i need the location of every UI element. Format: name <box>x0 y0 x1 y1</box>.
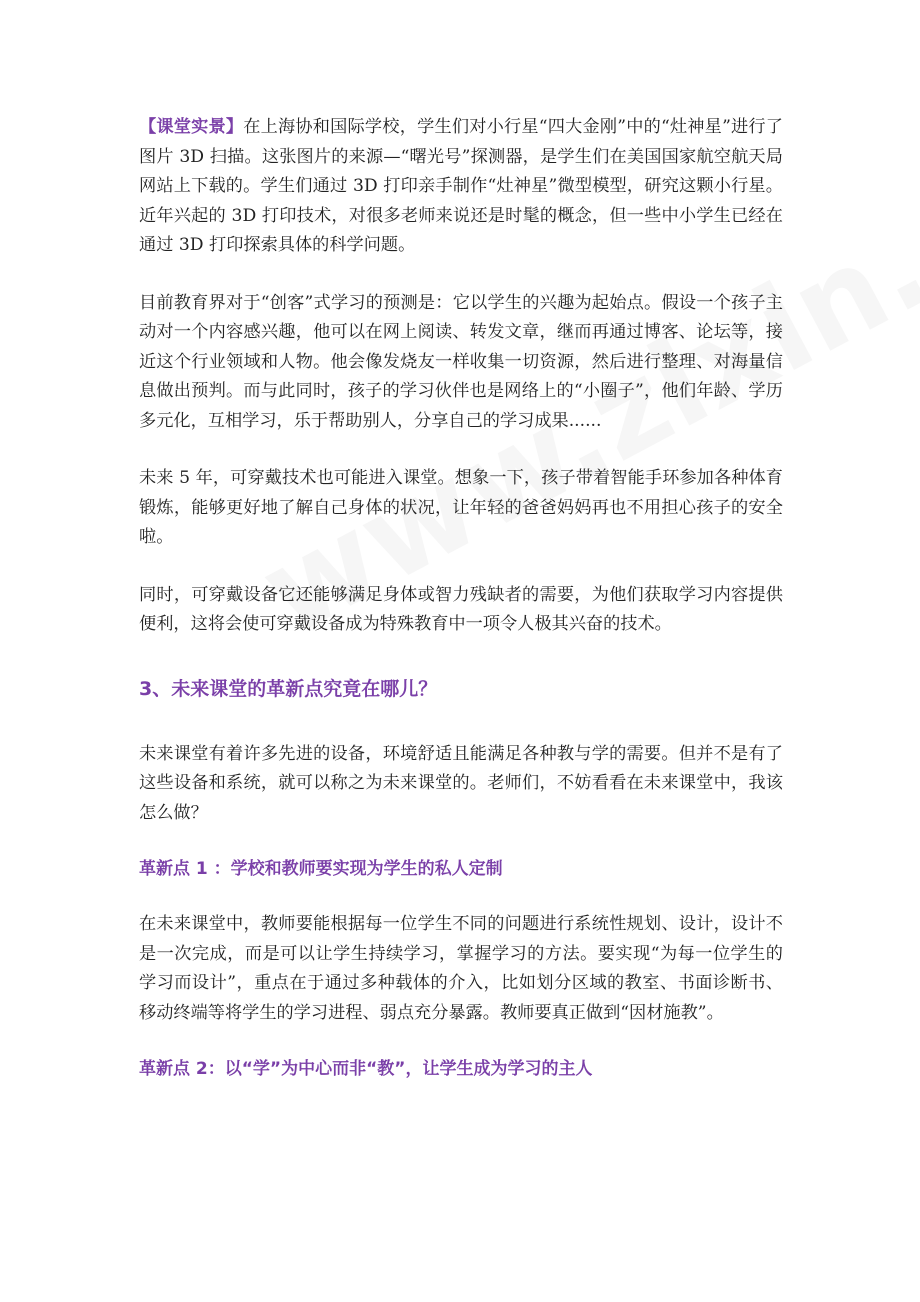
section-heading-innovation-points: 3、未来课堂的革新点究竟在哪儿？ <box>139 677 438 700</box>
subheading-innovation-2: 革新点 2：以“学”为中心而非“教”，让学生成为学习的主人 <box>139 1059 593 1079</box>
paragraph-wearables: 未来 5 年，可穿戴技术也可能进入课堂。想象一下，孩子带着智能手环参加各种体育锻炼，能够更好地了解自己身体的状况，让年轻的爸爸妈妈再也不用担心孩子的安全啦。 <box>139 468 783 547</box>
paragraph-maker-learning: 目前教育界对于“创客”式学习的预测是：它以学生的兴趣为起始点。假设一个孩子主动对一个内容感兴趣，他可以在网上阅读、转发文章，继而再通过博客、论坛等，接近这个行业领域和人物。他会像发烧友一样收集一切资源，然后进行整理、对海量信息做出预判。而与此同时，孩子的学习伙伴也是网络上的“小圈子”，他们年龄、学历多元化，互相学习，乐于帮助别人，分享自己的学习成果...... <box>139 292 783 431</box>
paragraph-personalized-design: 在未来课堂中，教师要能根据每一位学生不同的问题进行系统性规划、设计，设计不是一次完成，而是可以让学生持续学习，掌握学习的方法。要实现“为每一位学生的学习而设计”，重点在于通过多种载体的介入，比如划分区域的教室、书面诊断书、移动终端等将学生的学习进程、弱点充分暴露。教师要真正做到“因材施教”。 <box>139 914 783 1023</box>
paragraph-classroom-scene <box>139 113 783 261</box>
classroom-scene-text: 在上海协和国际学校，学生们对小行星“四大金刚”中的“灶神星”进行了图片 3D 扫描。这张图片的来源—“曙光号”探测器，是学生们在美国国家航空航天局网站上下载的。学生们通过 3D 打印亲手制作“灶神星”微型模型，研究这颗小行星。近年兴起的 3D 打印技术，对很多老师来说还是时髦的概念，但一些中小学生已经在通过 3D 打印探索具体的科学问题。 <box>139 117 783 255</box>
subheading-innovation-1: 革新点 1 ：学校和教师要实现为学生的私人定制 <box>139 859 503 879</box>
paragraph-future-classroom-intro: 未来课堂有着许多先进的设备，环境舒适且能满足各种教与学的需要。但并不是有了这些设备和系统，就可以称之为未来课堂的。老师们，不妨看看在未来课堂中，我该怎么做？ <box>139 743 783 823</box>
document-body <box>139 113 783 1084</box>
paragraph-special-education: 同时，可穿戴设备它还能够满足身体或智力残缺者的需要，为他们获取学习内容提供便利，这将会使可穿戴设备成为特殊教育中一项令人极其兴奋的技术。 <box>139 584 783 634</box>
classroom-scene-label: 【课堂实景】 <box>139 117 244 137</box>
